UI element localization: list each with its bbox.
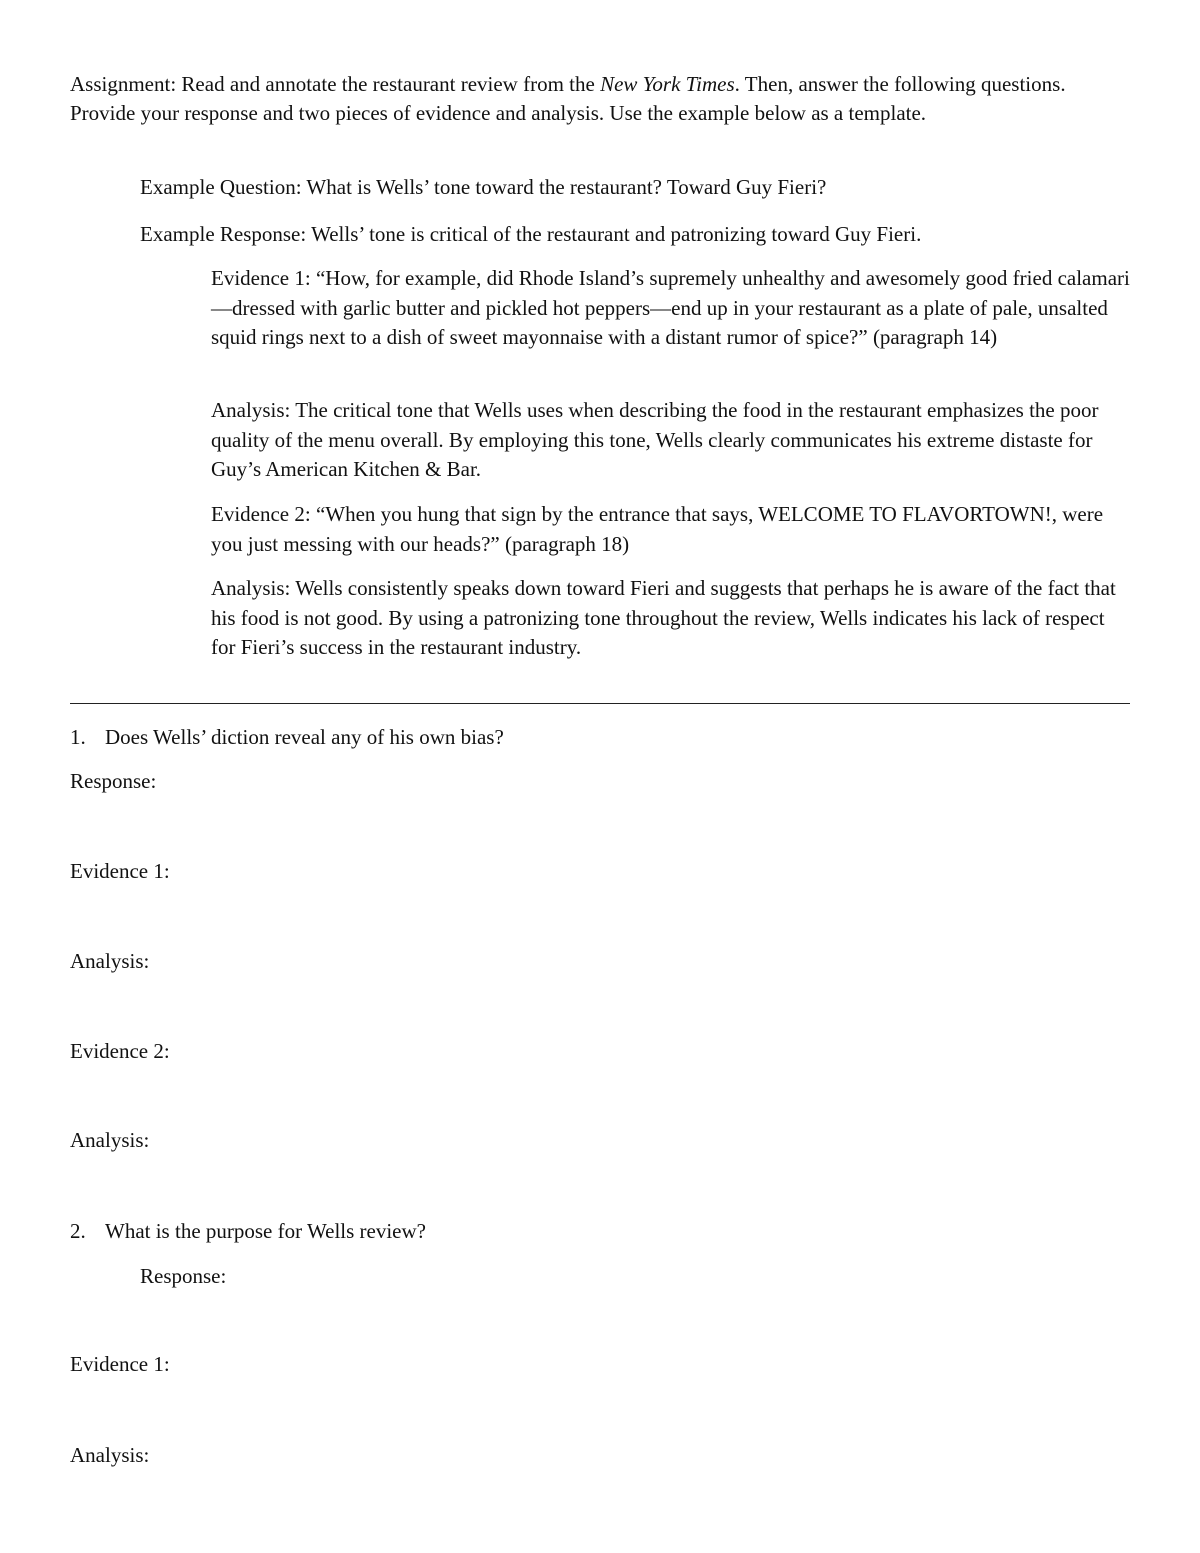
example-analysis-2: Analysis: Wells consistently speaks down toward Fieri and suggests that perhaps he is aware of the fact that his food is not good. By using a patronizing tone throughout the review, Wells indicates his lack of respect for Fieri’s success in the restaurant industry. <box>211 576 1116 659</box>
question-1-number: 1. <box>70 725 86 749</box>
example-question: Example Question: What is Wells’ tone toward the restaurant? Toward Guy Fieri? <box>140 175 827 199</box>
q1-analysis-1-label: Analysis: <box>70 949 150 973</box>
example-evidence-1: Evidence 1: “How, for example, did Rhode Island’s supremely unhealthy and awesomely good fried calamari—dressed with garlic butter and pickled hot peppers—end up in your restaurant as a plate of pale, unsalted squid rings next to a dish of sweet mayonnaise with a distant rumor of spice?” (paragraph 14) <box>211 266 1130 349</box>
q1-evidence-1-label: Evidence 1: <box>70 859 170 883</box>
q1-analysis-2-label: Analysis: <box>70 1128 150 1152</box>
question-2-text: What is the purpose for Wells review? <box>105 1219 426 1243</box>
q2-response-label: Response: <box>140 1264 227 1288</box>
section-divider <box>70 703 1130 704</box>
question-1 <box>70 723 504 752</box>
assignment-instructions: Assignment: Read and annotate the restaurant review from the New York Times. Then, answer the following questions. Provide your response and two pieces of evidence and analysis. Use the example below as a template. <box>70 72 1066 125</box>
question-2 <box>70 1217 426 1246</box>
q1-evidence-2-label: Evidence 2: <box>70 1039 170 1063</box>
q2-evidence-1-label: Evidence 1: <box>70 1352 170 1376</box>
example-evidence-2: Evidence 2: “When you hung that sign by the entrance that says, WELCOME TO FLAVORTOWN!, were you just messing with our heads?” (paragraph 18) <box>211 502 1104 556</box>
publication-title: New York Times <box>600 72 735 96</box>
question-1-text: Does Wells’ diction reveal any of his own bias? <box>105 725 504 749</box>
example-analysis-1: Analysis: The critical tone that Wells uses when describing the food in the restaurant emphasizes the poor quality of the menu overall. By employing this tone, Wells clearly communicates his extreme distaste for Guy’s American Kitchen & Bar. <box>211 398 1099 481</box>
q1-response-label: Response: <box>70 769 157 793</box>
q2-analysis-1-label: Analysis: <box>70 1443 150 1467</box>
question-2-number: 2. <box>70 1219 86 1243</box>
example-response: Example Response: Wells’ tone is critical of the restaurant and patronizing toward Guy Fieri. <box>140 222 922 246</box>
